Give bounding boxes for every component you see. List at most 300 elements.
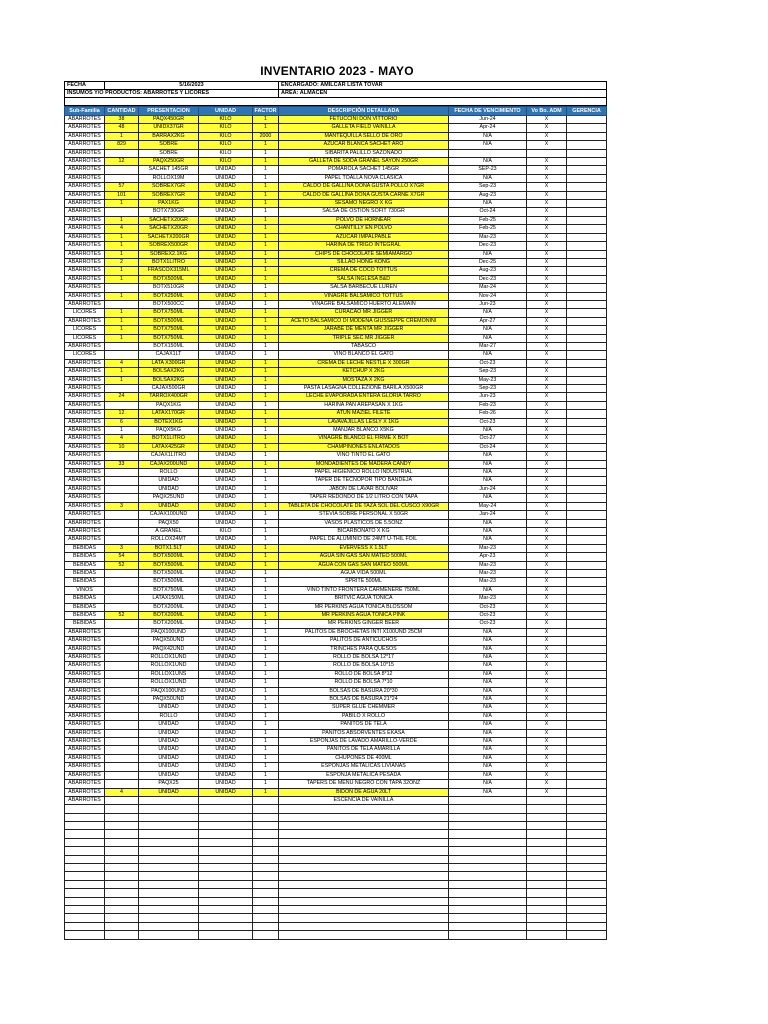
- empty-cell: [105, 872, 139, 880]
- cell-presentacion: BOTX150ML: [139, 342, 199, 350]
- cell-gerencia: [567, 317, 607, 325]
- cell-fecha-vencimiento: N/A: [449, 712, 527, 720]
- table-row: [65, 435, 607, 443]
- cell-factor: 1: [253, 393, 279, 401]
- cell-descripcion: PAÑITOS DE TELA AMARILLA: [279, 746, 449, 754]
- cell-unidad: UNIDAD: [199, 687, 253, 695]
- table-row: [65, 721, 607, 729]
- cell-cantidad: [105, 300, 139, 308]
- empty-cell: [527, 855, 567, 863]
- empty-cell: [449, 838, 527, 846]
- table-row: [65, 393, 607, 401]
- cell-fecha-vencimiento: N/A: [449, 174, 527, 182]
- cell-presentacion: SACHETX200GR: [139, 233, 199, 241]
- cell-cantidad: 38: [105, 116, 139, 124]
- cell-cantidad: 1: [105, 132, 139, 140]
- cell-presentacion: CAJAX100UND: [139, 511, 199, 519]
- cell-subfamilia: LICORES: [65, 309, 105, 317]
- table-row: [65, 796, 607, 804]
- cell-gerencia: [567, 536, 607, 544]
- cell-presentacion: PAQX100UND: [139, 628, 199, 636]
- cell-descripcion: PABILO X ROLLO: [279, 712, 449, 720]
- table-row: [65, 662, 607, 670]
- cell-cantidad: [105, 595, 139, 603]
- cell-gerencia: [567, 569, 607, 577]
- cell-descripcion: TRIPLE SEC MR JIGGER: [279, 334, 449, 342]
- cell-fecha-vencimiento: N/A: [449, 637, 527, 645]
- cell-cantidad: 2: [105, 258, 139, 266]
- cell-descripcion: TAPER DE TECNOPOR TIPO BANDEJA: [279, 477, 449, 485]
- cell-presentacion: BOTX1LITRO: [139, 258, 199, 266]
- cell-subfamilia: ABARROTES: [65, 284, 105, 292]
- table-row: [65, 536, 607, 544]
- cell-fecha-vencimiento: N/A: [449, 687, 527, 695]
- cell-vobo-adm: X: [527, 427, 567, 435]
- cell-vobo-adm: X: [527, 351, 567, 359]
- cell-presentacion: PAQX25UND: [139, 494, 199, 502]
- cell-presentacion: LATAX150ML: [139, 595, 199, 603]
- cell-factor: 1: [253, 275, 279, 283]
- cell-factor: 1: [253, 359, 279, 367]
- cell-factor: 1: [253, 443, 279, 451]
- cell-descripcion: PALITOS DE BROCHETAS INTI X100UND 25CM: [279, 628, 449, 636]
- cell-descripcion: SILLAO HONG KONG: [279, 258, 449, 266]
- cell-cantidad: [105, 620, 139, 628]
- cell-vobo-adm: X: [527, 696, 567, 704]
- empty-cell: [65, 906, 105, 914]
- empty-cell: [449, 897, 527, 905]
- area-label: ÁREA: ALMACEN: [279, 90, 607, 98]
- cell-presentacion: BOTX500ML: [139, 578, 199, 586]
- empty-cell: [449, 855, 527, 863]
- empty-cell: [139, 830, 199, 838]
- cell-unidad: UNIDAD: [199, 309, 253, 317]
- cell-unidad: UNIDAD: [199, 569, 253, 577]
- cell-vobo-adm: X: [527, 771, 567, 779]
- cell-cantidad: 4: [105, 788, 139, 796]
- table-row: [65, 754, 607, 762]
- cell-descripcion: SALSA BARBECUE LUREN: [279, 284, 449, 292]
- cell-descripcion: STEVIA SOBRE PERSONAL X 50GR: [279, 511, 449, 519]
- cell-presentacion: BOTX500ML: [139, 275, 199, 283]
- cell-presentacion: BOTX250ML: [139, 292, 199, 300]
- cell-unidad: UNIDAD: [199, 452, 253, 460]
- cell-unidad: KILO: [199, 132, 253, 140]
- cell-vobo-adm: X: [527, 342, 567, 350]
- cell-subfamilia: ABARROTES: [65, 712, 105, 720]
- empty-cell: [449, 880, 527, 888]
- cell-cantidad: [105, 654, 139, 662]
- cell-descripcion: ROLLO DE BOLSA 7*10: [279, 679, 449, 687]
- cell-gerencia: [567, 233, 607, 241]
- cell-gerencia: [567, 191, 607, 199]
- empty-cell: [199, 872, 253, 880]
- empty-cell: [253, 889, 279, 897]
- cell-unidad: UNIDAD: [199, 519, 253, 527]
- table-row: [65, 233, 607, 241]
- empty-cell: [199, 889, 253, 897]
- cell-descripcion: PAÑITOS ABSORVENTES EKASA: [279, 729, 449, 737]
- cell-factor: 1: [253, 729, 279, 737]
- cell-subfamilia: BEBIDAS: [65, 620, 105, 628]
- empty-cell: [279, 805, 449, 813]
- empty-cell: [567, 830, 607, 838]
- cell-presentacion: UNIDAD: [139, 502, 199, 510]
- cell-descripcion: GALLETA FIELD VAINILLA: [279, 124, 449, 132]
- cell-cantidad: [105, 166, 139, 174]
- cell-subfamilia: BEBIDAS: [65, 544, 105, 552]
- cell-subfamilia: ABARROTES: [65, 460, 105, 468]
- cell-gerencia: [567, 401, 607, 409]
- cell-subfamilia: ABARROTES: [65, 275, 105, 283]
- cell-gerencia: [567, 250, 607, 258]
- cell-descripcion: KETCHUP X 2KG: [279, 368, 449, 376]
- cell-gerencia: [567, 309, 607, 317]
- table-row: [65, 485, 607, 493]
- cell-unidad: UNIDAD: [199, 326, 253, 334]
- cell-descripcion: CHIPS DE CHOCOLATE SEMIAMARGO: [279, 250, 449, 258]
- empty-cell: [567, 855, 607, 863]
- cell-subfamilia: ABARROTES: [65, 233, 105, 241]
- cell-descripcion: ROLLO DE BOLSA 8*12: [279, 670, 449, 678]
- cell-presentacion: PAQX250GR: [139, 158, 199, 166]
- cell-unidad: UNIDAD: [199, 359, 253, 367]
- cell-vobo-adm: X: [527, 561, 567, 569]
- cell-vobo-adm: X: [527, 267, 567, 275]
- cell-fecha-vencimiento: N/A: [449, 704, 527, 712]
- cell-cantidad: [105, 645, 139, 653]
- cell-fecha-vencimiento: N/A: [449, 494, 527, 502]
- cell-subfamilia: ABARROTES: [65, 132, 105, 140]
- cell-vobo-adm: X: [527, 628, 567, 636]
- empty-row: [65, 897, 607, 905]
- cell-vobo-adm: X: [527, 654, 567, 662]
- cell-unidad: UNIDAD: [199, 208, 253, 216]
- empty-cell: [567, 906, 607, 914]
- cell-factor: 1: [253, 771, 279, 779]
- cell-vobo-adm: X: [527, 603, 567, 611]
- cell-descripcion: AGUA SIN GAS SAN MATEO 500ML: [279, 553, 449, 561]
- cell-gerencia: [567, 183, 607, 191]
- cell-gerencia: [567, 141, 607, 149]
- cell-descripcion: CHANTILLY EN POLVO: [279, 225, 449, 233]
- cell-gerencia: [567, 586, 607, 594]
- cell-subfamilia: VINOS: [65, 586, 105, 594]
- cell-factor: 1: [253, 309, 279, 317]
- cell-descripcion: CHAMPIÑONES ENLATADOS: [279, 443, 449, 451]
- cell-unidad: UNIDAD: [199, 603, 253, 611]
- cell-gerencia: [567, 527, 607, 535]
- cell-fecha-vencimiento: Aug-23: [449, 267, 527, 275]
- cell-fecha-vencimiento: N/A: [449, 141, 527, 149]
- cell-subfamilia: ABARROTES: [65, 183, 105, 191]
- info-spacer-row: [65, 98, 607, 106]
- cell-fecha-vencimiento: N/A: [449, 645, 527, 653]
- cell-vobo-adm: X: [527, 393, 567, 401]
- cell-cantidad: 1: [105, 267, 139, 275]
- cell-presentacion: TARROX400GR: [139, 393, 199, 401]
- cell-fecha-vencimiento: Oct-23: [449, 611, 527, 619]
- cell-subfamilia: ABARROTES: [65, 292, 105, 300]
- cell-descripcion: TAPERS DE MENU NEGRO CON TAPA 32ONZ: [279, 780, 449, 788]
- cell-factor: 1: [253, 149, 279, 157]
- cell-cantidad: [105, 385, 139, 393]
- cell-factor: 1: [253, 158, 279, 166]
- cell-unidad: UNIDAD: [199, 427, 253, 435]
- cell-gerencia: [567, 393, 607, 401]
- table-row: [65, 208, 607, 216]
- cell-subfamilia: ABARROTES: [65, 469, 105, 477]
- empty-cell: [105, 847, 139, 855]
- empty-row: [65, 813, 607, 821]
- cell-fecha-vencimiento: N/A: [449, 738, 527, 746]
- empty-cell: [65, 922, 105, 930]
- cell-gerencia: [567, 519, 607, 527]
- table-row: [65, 242, 607, 250]
- cell-presentacion: ROLLOX19M: [139, 174, 199, 182]
- cell-descripcion: VASOS PLASTICOS DE 5.5ONZ: [279, 519, 449, 527]
- cell-presentacion: [139, 796, 199, 804]
- cell-factor: 1: [253, 174, 279, 182]
- cell-factor: 1: [253, 200, 279, 208]
- cell-vobo-adm: X: [527, 191, 567, 199]
- empty-cell: [105, 838, 139, 846]
- cell-factor: 1: [253, 124, 279, 132]
- table-row: [65, 300, 607, 308]
- cell-gerencia: [567, 637, 607, 645]
- cell-vobo-adm: X: [527, 788, 567, 796]
- cell-cantidad: [105, 712, 139, 720]
- title-main: INVENTARIO 2023 -: [260, 64, 375, 78]
- cell-cantidad: [105, 679, 139, 687]
- cell-gerencia: [567, 116, 607, 124]
- cell-unidad: UNIDAD: [199, 242, 253, 250]
- cell-factor: 2000: [253, 132, 279, 140]
- cell-fecha-vencimiento: N/A: [449, 754, 527, 762]
- cell-vobo-adm: X: [527, 738, 567, 746]
- cell-cantidad: [105, 637, 139, 645]
- table-row: [65, 469, 607, 477]
- cell-subfamilia: ABARROTES: [65, 738, 105, 746]
- empty-row: [65, 906, 607, 914]
- empty-cell: [567, 922, 607, 930]
- cell-subfamilia: ABARROTES: [65, 679, 105, 687]
- cell-subfamilia: ABARROTES: [65, 242, 105, 250]
- cell-presentacion: UNIDAD: [139, 788, 199, 796]
- cell-cantidad: [105, 452, 139, 460]
- cell-gerencia: [567, 662, 607, 670]
- empty-cell: [527, 838, 567, 846]
- empty-cell: [279, 922, 449, 930]
- cell-unidad: UNIDAD: [199, 738, 253, 746]
- cell-fecha-vencimiento: N/A: [449, 662, 527, 670]
- cell-subfamilia: ABARROTES: [65, 754, 105, 762]
- empty-cell: [567, 822, 607, 830]
- cell-cantidad: 48: [105, 124, 139, 132]
- cell-vobo-adm: X: [527, 141, 567, 149]
- cell-unidad: UNIDAD: [199, 511, 253, 519]
- table-row: [65, 780, 607, 788]
- cell-subfamilia: LICORES: [65, 326, 105, 334]
- cell-gerencia: [567, 124, 607, 132]
- table-row: [65, 704, 607, 712]
- column-header-vobo-adm: Vo Bo. ADM: [527, 107, 567, 116]
- cell-fecha-vencimiento: May-23: [449, 376, 527, 384]
- table-row: [65, 511, 607, 519]
- cell-factor: 1: [253, 578, 279, 586]
- cell-descripcion: PAPEL DE ALUMINIO DE 24MT U-THIL FOIL: [279, 536, 449, 544]
- cell-unidad: UNIDAD: [199, 746, 253, 754]
- table-row: [65, 326, 607, 334]
- cell-cantidad: [105, 569, 139, 577]
- cell-fecha-vencimiento: May-24: [449, 502, 527, 510]
- cell-factor: 1: [253, 342, 279, 350]
- cell-vobo-adm: X: [527, 611, 567, 619]
- cell-cantidad: [105, 780, 139, 788]
- cell-subfamilia: ABARROTES: [65, 376, 105, 384]
- cell-gerencia: [567, 553, 607, 561]
- empty-cell: [449, 813, 527, 821]
- cell-factor: 1: [253, 452, 279, 460]
- empty-cell: [567, 914, 607, 922]
- cell-subfamilia: ABARROTES: [65, 494, 105, 502]
- cell-vobo-adm: X: [527, 284, 567, 292]
- cell-factor: 1: [253, 191, 279, 199]
- empty-cell: [65, 914, 105, 922]
- cell-fecha-vencimiento: Oct-23: [449, 620, 527, 628]
- cell-unidad: UNIDAD: [199, 561, 253, 569]
- cell-factor: 1: [253, 738, 279, 746]
- empty-cell: [527, 889, 567, 897]
- empty-cell: [139, 813, 199, 821]
- cell-presentacion: ROLLOX1UND: [139, 662, 199, 670]
- cell-fecha-vencimiento: Feb-25: [449, 225, 527, 233]
- cell-gerencia: [567, 208, 607, 216]
- cell-subfamilia: ABARROTES: [65, 536, 105, 544]
- cell-vobo-adm: X: [527, 300, 567, 308]
- cell-cantidad: 1: [105, 292, 139, 300]
- cell-vobo-adm: X: [527, 250, 567, 258]
- cell-vobo-adm: X: [527, 780, 567, 788]
- cell-descripcion: ESPONJAS DE LAVADO AMARILLO-VERDE: [279, 738, 449, 746]
- cell-cantidad: 10: [105, 443, 139, 451]
- cell-descripcion: AGUA VIDA 500ML: [279, 569, 449, 577]
- cell-unidad: UNIDAD: [199, 721, 253, 729]
- table-row: [65, 443, 607, 451]
- cell-fecha-vencimiento: N/A: [449, 763, 527, 771]
- title-month: MAYO: [378, 64, 414, 78]
- table-row: [65, 628, 607, 636]
- cell-fecha-vencimiento: N/A: [449, 586, 527, 594]
- cell-descripcion: MANJAR BLANCO X5KG: [279, 427, 449, 435]
- cell-subfamilia: ABARROTES: [65, 141, 105, 149]
- cell-unidad: UNIDAD: [199, 460, 253, 468]
- empty-row: [65, 830, 607, 838]
- cell-presentacion: BOTX500ML: [139, 317, 199, 325]
- empty-cell: [279, 822, 449, 830]
- cell-presentacion: ROLLO: [139, 469, 199, 477]
- table-row: [65, 317, 607, 325]
- cell-gerencia: [567, 418, 607, 426]
- cell-subfamilia: ABARROTES: [65, 763, 105, 771]
- table-row: [65, 368, 607, 376]
- cell-fecha-vencimiento: N/A: [449, 309, 527, 317]
- cell-subfamilia: ABARROTES: [65, 746, 105, 754]
- empty-cell: [449, 931, 527, 939]
- cell-subfamilia: ABARROTES: [65, 418, 105, 426]
- cell-cantidad: [105, 763, 139, 771]
- cell-presentacion: BOTX750ML: [139, 586, 199, 594]
- cell-descripcion: TRINCHES PARA QUESOS: [279, 645, 449, 653]
- cell-subfamilia: ABARROTES: [65, 796, 105, 804]
- cell-vobo-adm: X: [527, 527, 567, 535]
- cell-presentacion: BOTX750ML: [139, 326, 199, 334]
- cell-gerencia: [567, 712, 607, 720]
- cell-subfamilia: ABARROTES: [65, 654, 105, 662]
- cell-gerencia: [567, 359, 607, 367]
- cell-factor: 1: [253, 208, 279, 216]
- cell-presentacion: BOTX200ML: [139, 620, 199, 628]
- table-row: [65, 654, 607, 662]
- cell-vobo-adm: X: [527, 183, 567, 191]
- cell-descripcion: CALDO DE GALLINA DOÑA GUSTA POLLO X7GR: [279, 183, 449, 191]
- cell-descripcion: JABON DE LAVAR BOLIVAR: [279, 485, 449, 493]
- table-row: [65, 578, 607, 586]
- cell-descripcion: POLVO DE HORNEAR: [279, 216, 449, 224]
- cell-factor: 1: [253, 326, 279, 334]
- empty-cell: [105, 855, 139, 863]
- empty-cell: [65, 897, 105, 905]
- cell-descripcion: BOLSAS DE BASURA 21*24: [279, 696, 449, 704]
- cell-subfamilia: ABARROTES: [65, 637, 105, 645]
- empty-cell: [527, 872, 567, 880]
- cell-factor: 1: [253, 166, 279, 174]
- cell-vobo-adm: X: [527, 368, 567, 376]
- empty-cell: [65, 847, 105, 855]
- cell-presentacion: UNIDAD: [139, 746, 199, 754]
- cell-unidad: UNIDAD: [199, 435, 253, 443]
- empty-cell: [449, 922, 527, 930]
- cell-subfamilia: ABARROTES: [65, 628, 105, 636]
- cell-factor: 1: [253, 696, 279, 704]
- cell-presentacion: BOTX200ML: [139, 603, 199, 611]
- cell-factor: 1: [253, 721, 279, 729]
- cell-cantidad: 4: [105, 435, 139, 443]
- inventory-table: [64, 106, 607, 940]
- table-row: [65, 174, 607, 182]
- cell-presentacion: ROLLOX1UND: [139, 679, 199, 687]
- cell-fecha-vencimiento: Oct-24: [449, 443, 527, 451]
- cell-vobo-adm: X: [527, 645, 567, 653]
- cell-factor: 1: [253, 485, 279, 493]
- cell-gerencia: [567, 754, 607, 762]
- cell-descripcion: AZUCAR BLANCA SACHET ARO: [279, 141, 449, 149]
- cell-gerencia: [567, 242, 607, 250]
- cell-subfamilia: ABARROTES: [65, 729, 105, 737]
- cell-factor: 1: [253, 553, 279, 561]
- cell-factor: 1: [253, 385, 279, 393]
- empty-cell: [449, 872, 527, 880]
- cell-presentacion: BOTX500ML: [139, 553, 199, 561]
- cell-factor: 1: [253, 620, 279, 628]
- table-row: [65, 679, 607, 687]
- cell-factor: 1: [253, 511, 279, 519]
- cell-gerencia: [567, 603, 607, 611]
- cell-cantidad: 1: [105, 376, 139, 384]
- cell-gerencia: [567, 511, 607, 519]
- cell-gerencia: [567, 469, 607, 477]
- cell-presentacion: SOBREX2.1KG: [139, 250, 199, 258]
